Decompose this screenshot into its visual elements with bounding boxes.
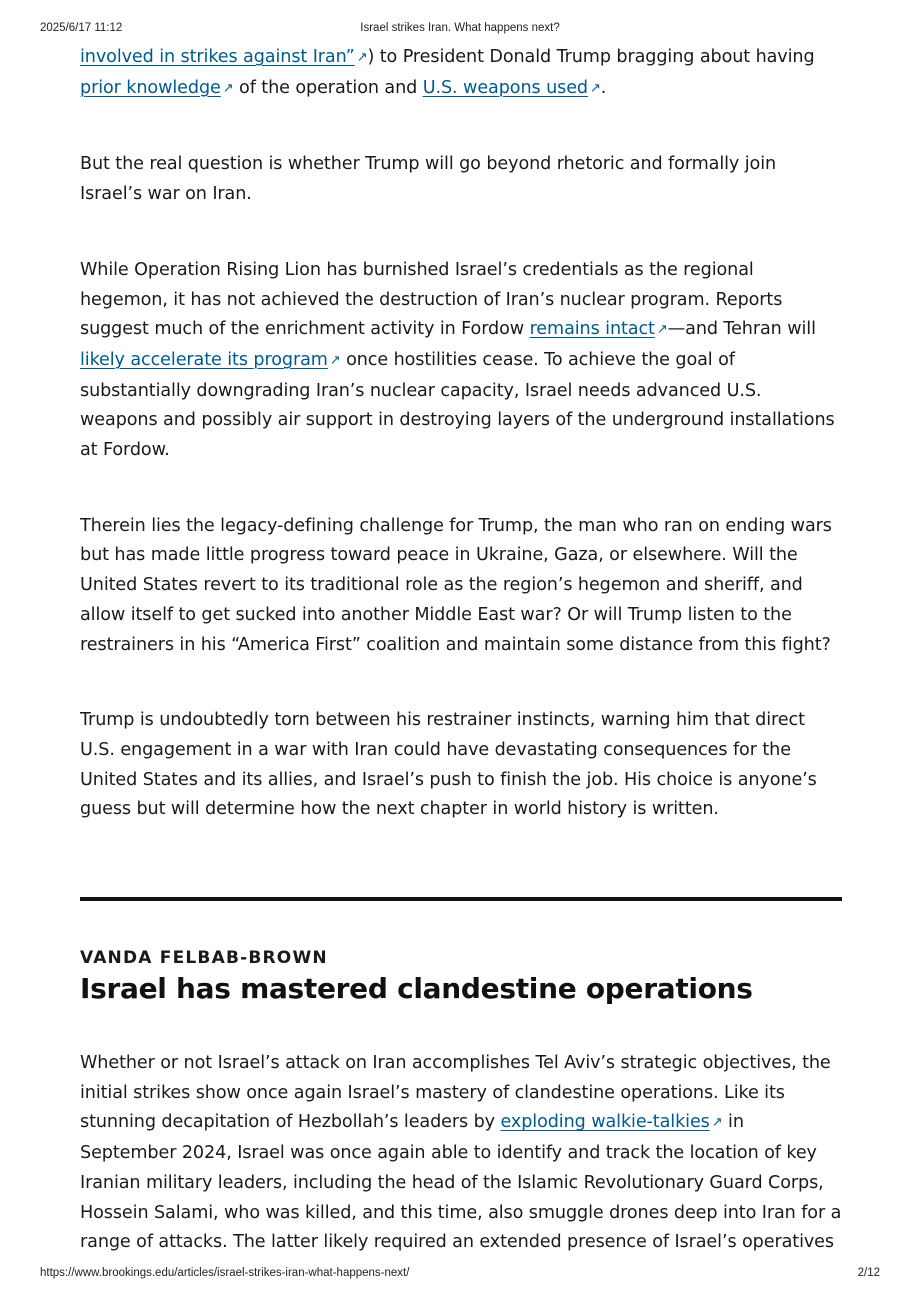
print-footer xyxy=(40,1267,880,1283)
link-prior-knowledge[interactable]: prior knowledge ↗ xyxy=(80,78,234,98)
link-remains-intact[interactable]: remains intact ↗ xyxy=(530,319,668,339)
paragraph-5: Trump is undoubtedly torn between his restrainer instincts, warning him that direct U.S. engagement in a war with Iran could have devastating consequences for the United States and its allies, and Israel’s push to finish the job. His choice is anyone’s guess but will determine how the next chapter in world history is written. xyxy=(80,710,817,820)
external-link-icon: ↗ xyxy=(590,80,601,96)
section-title: Israel has mastered clandestine operations xyxy=(80,972,753,1006)
external-link-icon: ↗ xyxy=(711,1115,723,1131)
print-datetime: 2025/6/17 11:12 xyxy=(40,22,123,34)
external-link-icon: ↗ xyxy=(329,352,341,368)
external-link-icon: ↗ xyxy=(356,50,368,65)
link-exploding-walkie-talkies[interactable]: exploding walkie-talkies ↗ xyxy=(500,1112,722,1132)
section-paragraph-1: Whether or not Israel’s attack on Iran accomplishes Tel Aviv’s strategic objectives, the initial strikes show once again Israel’s mastery of clandestine operations. Like its stunning decapitation of Hezbollah’s leaders by exploding walkie-talkies ↗ in September 2024, Israel was once again able to identify and track the location of key Iranian military leaders, including the head of the Islamic Revolutionary Guard Corps, Hossein Salami, who was killed, and this time, also smuggle drones deep into Iran for a range of attacks. The latter likely required an extended presence of Israel’s operatives xyxy=(80,1053,842,1253)
external-link-icon: ↗ xyxy=(222,80,234,96)
paragraph-3: While Operation Rising Lion has burnished Israel’s credentials as the regional hegemon, it has not achieved the destruction of Iran’s nuclear program. Reports suggest much of the enrichment activity in Fordow remains intact ↗—and Tehran will likely accelerate its program ↗ once hostilities cease. To achieve the goal of substantially downgrading Iran’s nuclear capacity, Israel needs advanced U.S. weapons and possibly air support in destroying layers of the underground installations at Fordow. xyxy=(80,259,835,461)
paragraph-1: involved in strikes against Iran” ↗) to President Donald Trump bragging about having prior knowledge ↗ of the operation and U.S. weapons used ↗. xyxy=(80,43,842,104)
section-divider xyxy=(80,897,842,901)
print-document-title: Israel strikes Iran. What happens next? xyxy=(360,22,560,34)
paragraph-2: But the real question is whether Trump will go beyond rhetoric and formally join Israel’s war on Iran. xyxy=(80,154,777,205)
print-url: https://www.brookings.edu/articles/israel-strikes-iran-what-happens-next/ xyxy=(40,1267,410,1279)
external-link-icon: ↗ xyxy=(656,322,668,338)
print-header xyxy=(40,22,880,38)
print-page-number: 2/12 xyxy=(857,1267,880,1279)
link-us-weapons-used[interactable]: U.S. weapons used ↗ xyxy=(423,78,601,98)
link-likely-accelerate[interactable]: likely accelerate its program ↗ xyxy=(80,350,341,370)
link-involved-in-strikes[interactable]: involved in strikes against Iran” ↗ xyxy=(80,47,368,67)
paragraph-4: Therein lies the legacy-defining challenge for Trump, the man who ran on ending wars but has made little progress toward peace in Ukraine, Gaza, or elsewhere. Will the United States revert to its traditional role as the region’s hegemon and sheriff, and allow itself to get sucked into another Middle East war? Or will Trump listen to the restrainers in his “America First” coalition and maintain some distance from this fight? xyxy=(80,515,832,655)
article-content xyxy=(80,43,842,1258)
section-author: VANDA FELBAB-BROWN xyxy=(80,948,328,969)
